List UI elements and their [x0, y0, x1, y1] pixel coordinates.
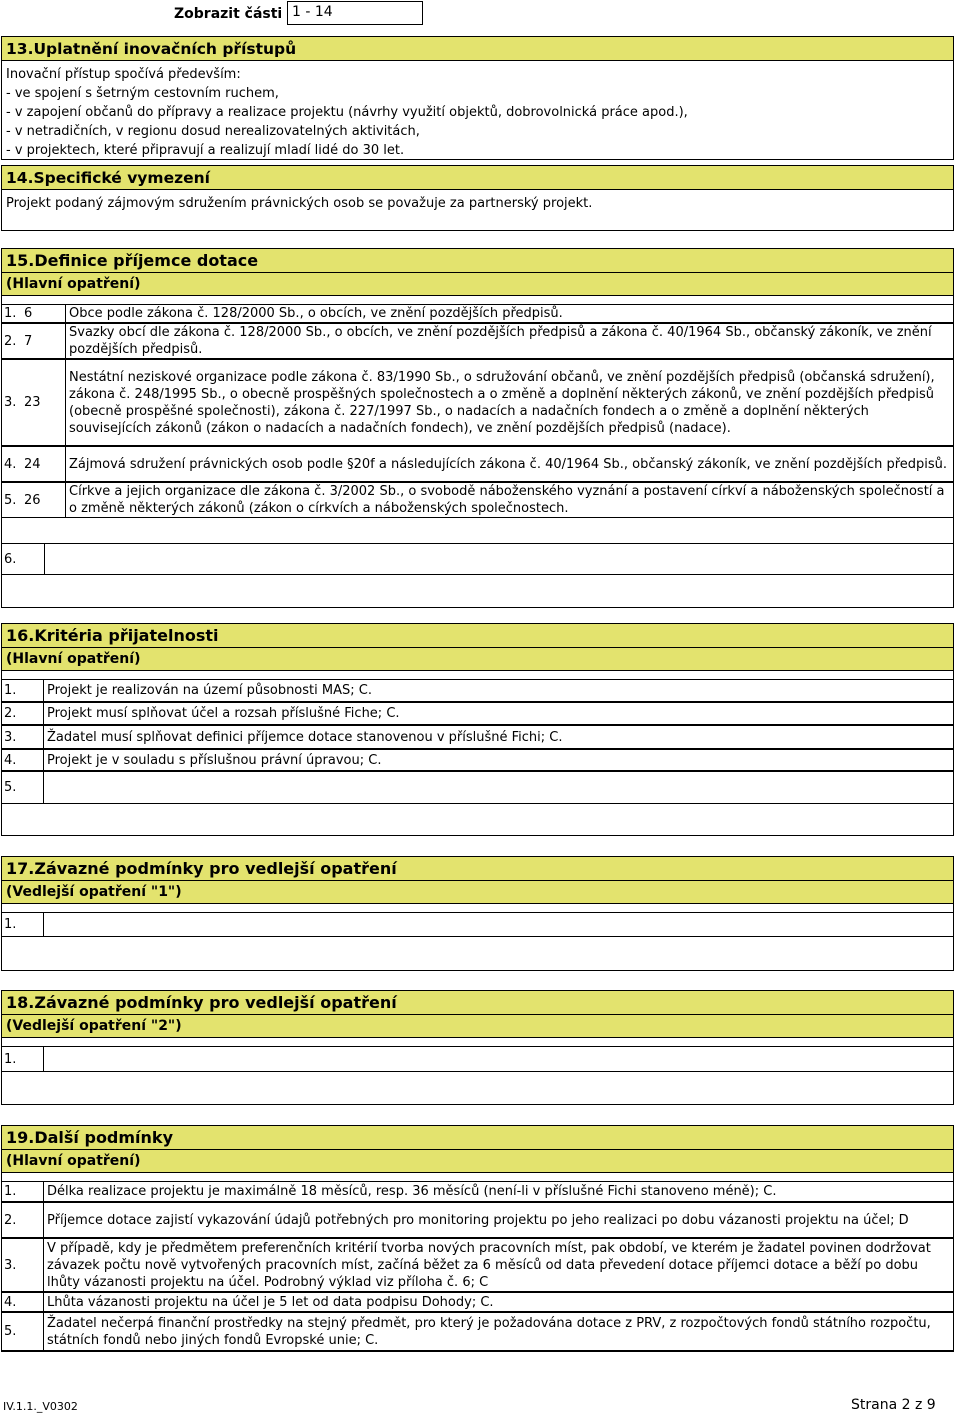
table-row: 3. 23 Nestátní neziskové organizace podle zákona č. 83/1990 Sb., o sdružování občanů, ve znění pozdějších předpisů (občanská sdružení), zákona č. 248/1995 Sb., o obecně prospěšných společnostech a o změně a doplnění některých zákonů, ve znění pozdějších předpisů (obecně prospěšné společnosti), zákona č. 227/1997 Sb., o nadacích a nadačních fondech a o změně a doplnění některých souvisejících zákonů (zákon o nadacích a nadačních fondech), ve znění pozdějších předpisů (nadace). [1, 359, 954, 446]
section-19-subtitle: (Hlavní opatření) [2, 1150, 953, 1173]
list-item: 2. Projekt musí splňovat účel a rozsah příslušné Fiche; C. [1, 702, 954, 725]
section-17-subtitle: (Vedlejší opatření "1") [2, 881, 953, 904]
section-17-title: 17.Závazné podmínky pro vedlejší opatření [2, 857, 953, 881]
show-parts-label: Zobrazit části [174, 6, 283, 22]
table-row: 4. 24 Zájmová sdružení právnických osob podle §20f a následujících zákona č. 40/1964 Sb., občanský zákoník, ve znění pozdějších předpisů. [1, 446, 954, 482]
section-15 [1, 248, 954, 608]
section-18-title: 18.Závazné podmínky pro vedlejší opatření [2, 991, 953, 1015]
table-row: 6. [1, 543, 954, 575]
section-15-subtitle: (Hlavní opatření) [2, 273, 953, 296]
list-item: 2. Příjemce dotace zajistí vykazování údajů potřebných pro monitoring projektu po jeho realizaci po dobu vázanosti projektu na účel; D [1, 1202, 954, 1238]
list-item: 5. [1, 771, 954, 804]
list-item: 5. Žadatel nečerpá finanční prostředky na stejný předmět, pro který je požadována dotace z PRV, z rozpočtových fondů státního rozpočtu, státních fondů nebo jiných fondů Evropské unie; C. [1, 1312, 954, 1351]
section-13-text: Inovační přístup spočívá především: - ve spojení s šetrným cestovním ruchem, - v zapojení občanů do přípravy a realizace projektu (návrhy využití objektů, dobrovolnická práce apod.), - v netradičních, v regionu dosud nerealizovatelných aktivitách, - v projektech, které připravují a realizují mladí lidé do 30 let. [6, 67, 688, 158]
section-14-text: Projekt podaný zájmovým sdružením právnických osob se považuje za partnerský projekt. [6, 196, 593, 211]
section-13-title: 13.Uplatnění inovačních přístupů [2, 37, 953, 61]
list-item: 3. V případě, kdy je předmětem preferenčních kritérií tvorba nových pracovních míst, pak období, ve kterém je žadatel povinen dodržovat závazek počtu nově vytvořených pracovních míst, začíná běžet za 6 měsíců od data převedení dotace příjemci dotace a běží po dobu lhůty vázanosti projektu na účel. Podrobný výklad viz příloha č. 6; C [1, 1238, 954, 1292]
section-13 [1, 36, 954, 160]
list-item: 4. Lhůta vázanosti projektu na účel je 5 let od data podpisu Dohody; C. [1, 1292, 954, 1312]
list-item: 4. Projekt je v souladu s příslušnou právní úpravou; C. [1, 749, 954, 771]
section-16-title: 16.Kritéria přijatelnosti [2, 624, 953, 648]
list-item: 3. Žadatel musí splňovat definici příjemce dotace stanovenou v příslušné Fichi; C. [1, 725, 954, 749]
section-18 [1, 990, 954, 1105]
section-19-title: 19.Další podmínky [2, 1126, 953, 1150]
table-row: 5. 26 Církve a jejich organizace dle zákona č. 3/2002 Sb., o svobodě náboženského vyznání a postavení církví a náboženských společností a o změně některých zákonů (zákon o církvích a náboženských společnostech. [1, 482, 954, 518]
section-16-subtitle: (Hlavní opatření) [2, 648, 953, 671]
section-14 [1, 165, 954, 231]
table-row: 1. 6 Obce podle zákona č. 128/2000 Sb., o obcích, ve znění pozdějších předpisů. [1, 304, 954, 323]
section-14-title: 14.Specifické vymezení [2, 166, 953, 190]
list-item: 1. Projekt je realizován na území působnosti MAS; C. [1, 679, 954, 702]
footer-code: IV.1.1._V0302 [3, 1400, 78, 1413]
section-19 [1, 1125, 954, 1352]
list-item: 1. [1, 1046, 954, 1072]
section-15-title: 15.Definice příjemce dotace [2, 249, 953, 273]
show-parts-input[interactable]: 1 - 14 [287, 1, 423, 25]
page-number: Strana 2 z 9 [851, 1397, 936, 1413]
section-17 [1, 856, 954, 971]
table-row: 2. 7 Svazky obcí dle zákona č. 128/2000 Sb., o obcích, ve znění pozdějších předpisů a zákona č. 40/1964 Sb., občanský zákoník, ve znění pozdějších předpisů. [1, 323, 954, 359]
list-item: 1. Délka realizace projektu je maximálně 18 měsíců, resp. 36 měsíců (není-li v příslušné Fichi stanoveno méně); C. [1, 1181, 954, 1202]
section-18-subtitle: (Vedlejší opatření "2") [2, 1015, 953, 1038]
list-item: 1. [1, 912, 954, 937]
section-16 [1, 623, 954, 836]
